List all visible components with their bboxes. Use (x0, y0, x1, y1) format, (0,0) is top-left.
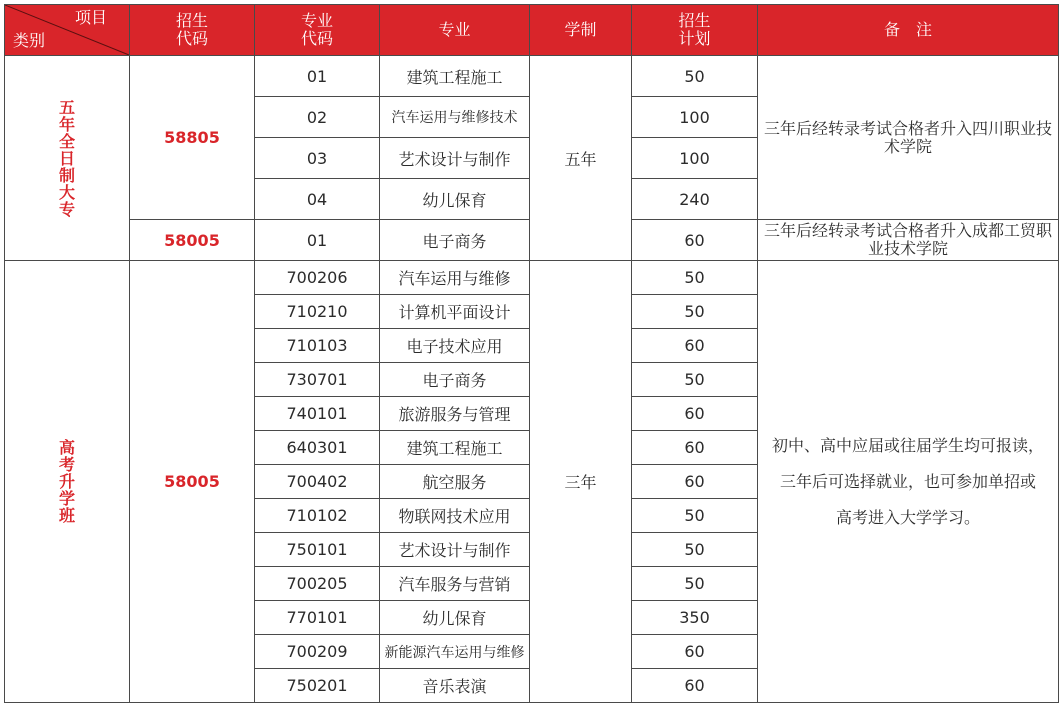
plan-cell: 350 (632, 601, 758, 635)
remark-line: 三年后可选择就业，也可参加单招或 (779, 471, 1036, 491)
remark-cell: 三年后经转录考试合格者升入四川职业技术学院 (758, 56, 1059, 220)
major-code-cell: 710210 (255, 295, 380, 329)
plan-cell: 50 (632, 295, 758, 329)
major-cell: 汽车运用与维修技术 (380, 97, 530, 138)
duration-cell: 三年 (530, 261, 632, 703)
major-cell: 建筑工程施工 (380, 56, 530, 97)
major-code-cell: 730701 (255, 363, 380, 397)
header-plan-line1: 招生 (678, 11, 711, 30)
major-code-cell: 700205 (255, 567, 380, 601)
category-label: 五年全日制大专 (58, 97, 75, 219)
plan-cell: 60 (632, 329, 758, 363)
header-major-code-line1: 专业 (300, 11, 333, 30)
plan-cell: 240 (632, 179, 758, 220)
major-code-cell: 710102 (255, 499, 380, 533)
table-row (5, 261, 1059, 295)
major-code-cell: 710103 (255, 329, 380, 363)
remark-line: 高考进入大学学习。 (835, 507, 980, 527)
major-code-cell: 01 (255, 220, 380, 261)
plan-cell: 60 (632, 669, 758, 703)
major-code-cell: 700209 (255, 635, 380, 669)
header-category-label: 类别 (13, 31, 46, 50)
major-cell: 电子技术应用 (380, 329, 530, 363)
major-code-cell: 700402 (255, 465, 380, 499)
remark-cell: 三年后经转录考试合格者升入成都工贸职业技术学院 (758, 220, 1059, 261)
header-duration: 学制 (530, 5, 632, 56)
enrollment-table (4, 4, 1059, 703)
major-cell: 计算机平面设计 (380, 295, 530, 329)
major-code-cell: 770101 (255, 601, 380, 635)
header-major-code (255, 5, 380, 56)
major-code-cell: 700206 (255, 261, 380, 295)
major-cell: 航空服务 (380, 465, 530, 499)
major-cell: 建筑工程施工 (380, 431, 530, 465)
header-remarks: 备 注 (758, 5, 1059, 56)
plan-cell: 50 (632, 56, 758, 97)
enroll-code-cell: 58005 (130, 220, 255, 261)
major-cell: 幼儿保育 (380, 179, 530, 220)
header-major-code-line2: 代码 (300, 29, 333, 48)
plan-cell: 50 (632, 261, 758, 295)
major-cell: 电子商务 (380, 363, 530, 397)
enroll-code-cell: 58805 (130, 56, 255, 220)
table-header (5, 5, 1059, 56)
plan-cell: 100 (632, 138, 758, 179)
remark-line: 初中、高中应届或往届学生均可报读， (771, 435, 1044, 455)
category-label: 高考升学班 (58, 438, 75, 525)
header-item-label: 项目 (74, 8, 107, 27)
header-major: 专业 (380, 5, 530, 56)
major-code-cell: 04 (255, 179, 380, 220)
plan-cell: 60 (632, 635, 758, 669)
major-cell: 艺术设计与制作 (380, 533, 530, 567)
major-code-cell: 750101 (255, 533, 380, 567)
category-cell (5, 261, 130, 703)
plan-cell: 60 (632, 465, 758, 499)
category-cell (5, 56, 130, 261)
header-enroll-code (130, 5, 255, 56)
header-plan-line2: 计划 (678, 29, 711, 48)
major-cell: 幼儿保育 (380, 601, 530, 635)
header-plan (632, 5, 758, 56)
plan-cell: 100 (632, 97, 758, 138)
plan-cell: 50 (632, 567, 758, 601)
major-code-cell: 03 (255, 138, 380, 179)
major-cell: 电子商务 (380, 220, 530, 261)
major-cell: 音乐表演 (380, 669, 530, 703)
major-code-cell: 740101 (255, 397, 380, 431)
major-cell: 新能源汽车运用与维修 (380, 635, 530, 669)
plan-cell: 60 (632, 431, 758, 465)
duration-cell: 五年 (530, 56, 632, 261)
header-enroll-code-line2: 代码 (175, 29, 208, 48)
plan-cell: 60 (632, 220, 758, 261)
table-row (5, 56, 1059, 97)
enroll-code-cell: 58005 (130, 261, 255, 703)
header-diagonal-cell (5, 5, 130, 56)
major-code-cell: 640301 (255, 431, 380, 465)
major-cell: 汽车运用与维修 (380, 261, 530, 295)
major-cell: 汽车服务与营销 (380, 567, 530, 601)
major-code-cell: 02 (255, 97, 380, 138)
major-code-cell: 750201 (255, 669, 380, 703)
plan-cell: 50 (632, 533, 758, 567)
plan-cell: 50 (632, 499, 758, 533)
header-enroll-code-line1: 招生 (175, 11, 208, 30)
plan-cell: 50 (632, 363, 758, 397)
plan-cell: 60 (632, 397, 758, 431)
major-cell: 艺术设计与制作 (380, 138, 530, 179)
major-cell: 旅游服务与管理 (380, 397, 530, 431)
major-cell: 物联网技术应用 (380, 499, 530, 533)
remark-cell (758, 261, 1059, 703)
major-code-cell: 01 (255, 56, 380, 97)
